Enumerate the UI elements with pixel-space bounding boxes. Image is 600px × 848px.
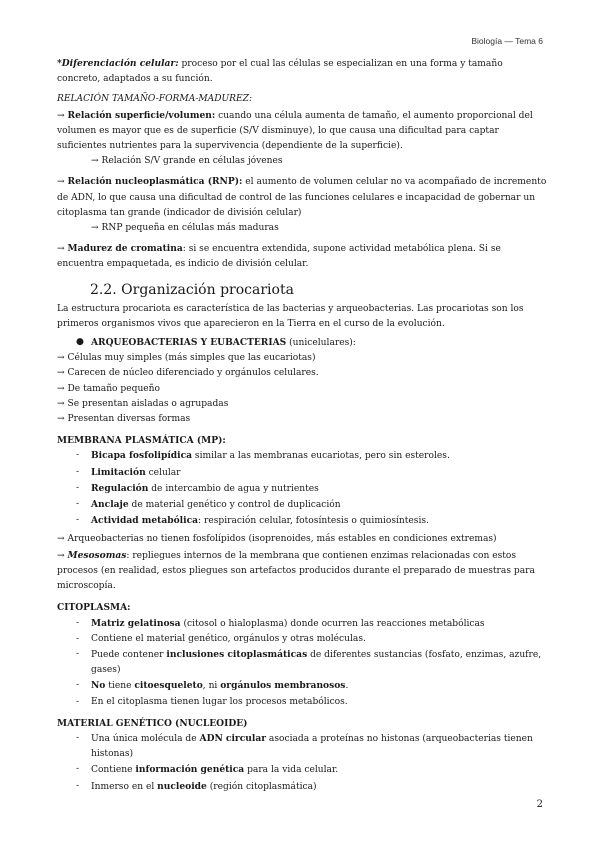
paragraph-intro: La estructura procariota es característica de las bacterias y arqueobacterias. Las procariotas son los primeros organismos vivos que aparecieron en la Tierra en el curso de la evolución.: [57, 303, 524, 329]
text: celular: [145, 467, 181, 478]
note-arqueobacterias: → Arqueobacterias no tienen fosfolípidos (isoprenoides, más estables en condiciones extremas): [57, 534, 497, 545]
list-item: [57, 762, 547, 778]
list-item: - En el citoplasma tienen lugar los procesos metabólicos.: [57, 695, 547, 710]
relacion-title: RELACIÓN TAMAÑO-FORMA-MADUREZ:: [57, 94, 253, 105]
list-item: [57, 465, 547, 481]
term: Bicapa fosfolipídica: [91, 450, 193, 462]
text: (región citoplasmática): [206, 781, 317, 792]
text: tiene: [105, 681, 135, 692]
list-item: [57, 513, 547, 529]
arrow-item: → Células muy simples (más simples que las eucariotas): [57, 353, 316, 364]
text: de diferentes sustancias (fosfato, enzimas, azufre, gases): [91, 649, 542, 676]
text: .: [345, 681, 349, 692]
text: : repliegues internos de la membrana que contienen enzimas relacionadas con estos procesos (en realidad, estos pliegues son artefactos producidos durante el preparado de muestras para microscopía.: [57, 550, 535, 592]
list-item: [57, 731, 547, 762]
text: similar a las membranas eucariotas, pero sin esteroles.: [192, 451, 450, 462]
arrow-item: → Se presentan aisladas o agrupadas: [57, 398, 229, 409]
list-item: [57, 779, 547, 795]
list-item: - Contiene el material genético, orgánulos y otras moléculas.: [57, 632, 547, 647]
text: Inmerso en el: [91, 781, 158, 792]
list-item: [57, 678, 547, 694]
term: orgánulos membranosos: [220, 680, 346, 692]
page-header: Biología — Tema 6: [471, 36, 543, 46]
term: Actividad metabólica: [91, 515, 199, 527]
term: nucleoide: [157, 780, 207, 792]
text: , ni: [202, 681, 221, 692]
paragraph-cromatina: [57, 241, 547, 272]
bullet-dot-icon: ●: [76, 337, 84, 348]
arrow-item: → Carecen de núcleo diferenciado y orgánulos celulares.: [57, 368, 319, 379]
text: cuando una célula aumenta de tamaño, el aumento proporcional del volumen es mayor que es de superficie (S/V disminuye), lo que causa una dificultad para captar suficientes nutrientes para la supervivencia (dependiente de la superficie).: [57, 110, 533, 152]
list-item: [57, 481, 547, 497]
citoplasma-title: CITOPLASMA:: [57, 602, 131, 614]
text: Puede contener: [91, 649, 167, 660]
arrow: →: [57, 550, 68, 561]
text: : respiración celular, fotosíntesis o quimiosíntesis.: [198, 516, 429, 527]
term: inclusiones citoplasmáticas: [166, 648, 308, 660]
page-content: [57, 56, 547, 795]
page-number: 2: [536, 799, 543, 810]
genetico-title: MATERIAL GENÉTICO (NUCLEOIDE): [57, 717, 248, 729]
arrow: →: [57, 110, 68, 121]
term: Limitación: [91, 466, 146, 478]
term: Relación nucleoplasmática (RNP):: [67, 176, 243, 188]
citoplasma-list: [57, 616, 547, 710]
term: Matriz gelatinosa: [91, 617, 181, 629]
arrow: →: [57, 244, 68, 255]
list-item: [57, 497, 547, 513]
term-diferenciacion: *Diferenciación celular:: [57, 58, 179, 69]
genetico-list: [57, 731, 547, 795]
term: información genética: [135, 764, 245, 776]
term: Relación superficie/volumen:: [67, 109, 216, 121]
arrow-item: → Presentan diversas formas: [57, 414, 191, 425]
text: proceso por el cual las células se especializan en una forma y tamaño concreto, adaptados a su función.: [57, 59, 503, 85]
section-heading: 2.2. Organización procariota: [90, 281, 294, 298]
text: de intercambio de agua y nutrientes: [148, 483, 319, 494]
text: Una única molécula de: [91, 733, 200, 744]
bullet-arqueobacterias: [57, 335, 547, 351]
text: Contiene: [91, 765, 136, 776]
term: ADN circular: [199, 732, 267, 744]
arrow-item: → De tamaño pequeño: [57, 383, 161, 394]
text: asociada a proteínas no histonas (arqueobacterias tienen histonas): [91, 733, 533, 760]
text: el aumento de volumen celular no va acompañado de incremento de ADN, lo que causa una dificultad de control de las funciones celulares e incapacidad de gobernar un citoplasma tan grande (indicador de división celular): [57, 177, 547, 218]
subpoint-rnp: → RNP pequeña en células más maduras: [91, 223, 279, 234]
term: Anclaje: [91, 499, 129, 511]
text: de material genético y control de duplicación: [128, 500, 341, 511]
term: Madurez de cromatina: [67, 243, 183, 255]
paragraph-rnp: [57, 174, 547, 221]
arrow: →: [57, 177, 68, 188]
paragraph-superficie-volumen: [57, 108, 547, 155]
term: Mesosomas: [67, 549, 127, 561]
list-item: [57, 616, 547, 632]
text: para la vida celular.: [244, 765, 339, 776]
text: : si se encuentra extendida, supone actividad metabólica plena. Si se encuentra empaquetada, es indicio de división celular.: [57, 244, 501, 270]
list-item: [57, 647, 547, 678]
subpoint-sv: → Relación S/V grande en células jóvenes: [91, 156, 283, 167]
term: citoesqueleto: [134, 680, 203, 692]
membrana-title: MEMBRANA PLASMÁTICA (MP):: [57, 435, 226, 447]
membrana-list: [57, 448, 547, 529]
term: No: [91, 680, 106, 692]
term: ARQUEOBACTERIAS Y EUBACTERIAS: [91, 337, 287, 349]
note-mesosomas: [57, 548, 547, 595]
list-item: [57, 448, 547, 464]
text: (citosol o hialoplasma) donde ocurren las reacciones metabólicas: [180, 618, 485, 629]
text: (unicelulares):: [286, 338, 356, 349]
paragraph-diferenciacion: [57, 56, 547, 87]
term: Regulación: [91, 482, 149, 494]
